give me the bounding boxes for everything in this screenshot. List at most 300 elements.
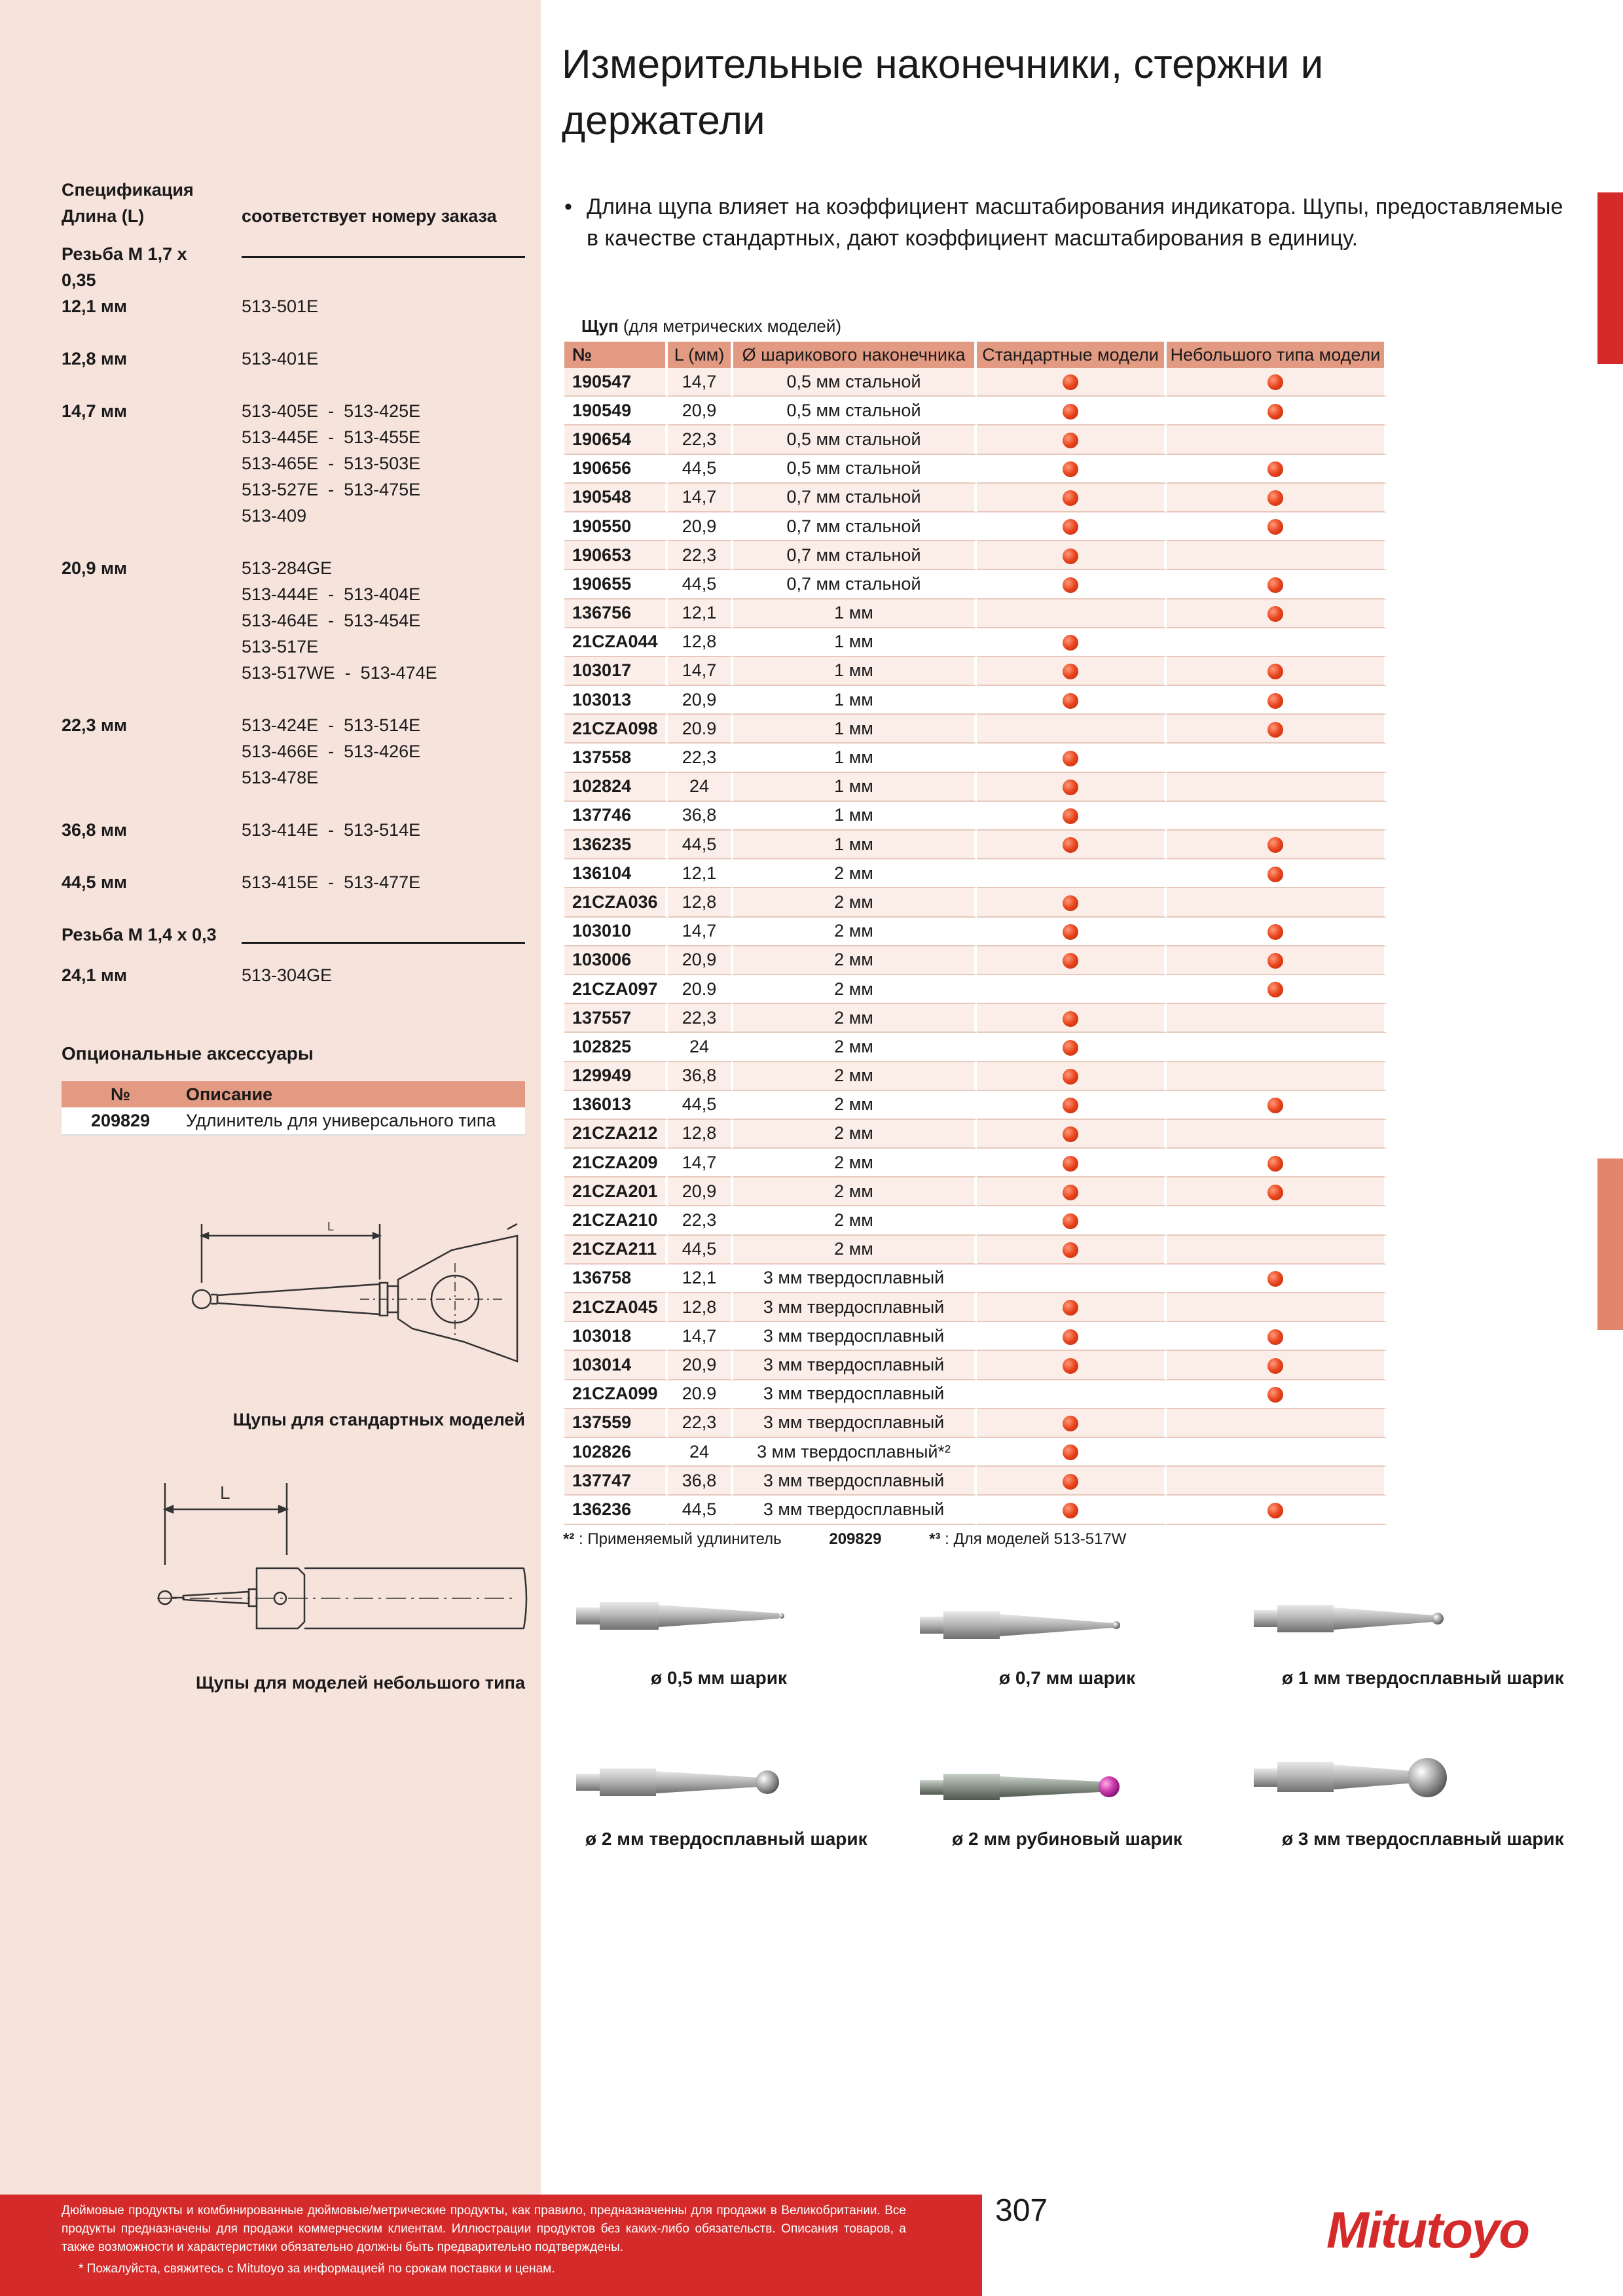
availability-dot: [1063, 1300, 1078, 1316]
spec-group: [62, 398, 525, 529]
probe-tip: 1 мм: [733, 628, 977, 657]
probe-standard-cell: [977, 802, 1167, 831]
table-notes: [563, 1530, 1213, 1549]
probe-standard-cell: [977, 715, 1167, 744]
spec-group: [62, 817, 525, 843]
probe-tip: 3 мм твердосплавный*²: [733, 1438, 977, 1467]
probe-small-cell: [1167, 715, 1387, 744]
probe-tip: 2 мм: [733, 1004, 977, 1033]
availability-dot: [1267, 982, 1283, 997]
probe-standard-cell: [977, 1206, 1167, 1235]
probe-tip: 2 мм: [733, 859, 977, 888]
probe-length: 22,3: [668, 1409, 733, 1438]
probe-standard-cell: [977, 831, 1167, 859]
probe-standard-cell: [977, 397, 1167, 425]
probe-no: 103013: [564, 686, 668, 715]
probe-length: 24: [668, 1033, 733, 1062]
thread-2-label: Резьба M 1,4 x 0,3: [62, 925, 217, 944]
probe-no: 21CZA098: [564, 715, 668, 744]
probe-tip: 1 мм: [733, 715, 977, 744]
spec-length: 24,1 мм: [62, 965, 127, 985]
probe-length: 12,1: [668, 859, 733, 888]
availability-dot: [1063, 519, 1078, 535]
table-row: [564, 1265, 1387, 1293]
spec-block: [62, 177, 525, 1014]
probe-table: [564, 342, 1387, 1525]
table-row: [564, 1293, 1387, 1322]
availability-dot: [1267, 867, 1283, 882]
probe-standard-cell: [977, 1496, 1167, 1524]
probe-length: 20,9: [668, 397, 733, 425]
accessories-title: Опциональные аксессуары: [62, 1043, 314, 1064]
probe-standard-cell: [977, 1149, 1167, 1177]
product-caption-2: ø 0,7 мм шарик: [998, 1668, 1136, 1688]
thread-2-divider: [242, 927, 525, 944]
col-small: Небольшого типа модели: [1167, 342, 1387, 368]
page-title: Измерительные наконечники, стержни и держатели: [562, 42, 1324, 143]
probe-length: 44,5: [668, 570, 733, 599]
probe-standard-cell: [977, 1380, 1167, 1409]
table-row: [564, 512, 1387, 541]
spec-groups-2: [62, 962, 525, 988]
product-caption-3: ø 1 мм твердосплавный шарик: [1282, 1668, 1564, 1688]
probe-standard-cell: [977, 888, 1167, 917]
probe-tip: 2 мм: [733, 1236, 977, 1265]
probe-standard-cell: [977, 455, 1167, 484]
availability-dot: [1063, 1444, 1078, 1460]
probe-tip: 2 мм: [733, 1091, 977, 1120]
col-tip: Ø шарикового наконечника: [733, 342, 977, 368]
probe-length: 12,8: [668, 1293, 733, 1322]
probe-length: 12,1: [668, 1265, 733, 1293]
probe-length: 12,1: [668, 600, 733, 628]
spec-codes: [242, 869, 525, 895]
availability-dot: [1063, 1474, 1078, 1490]
probe-no: 21CZA097: [564, 975, 668, 1004]
probe-small-cell: [1167, 368, 1387, 397]
availability-dot: [1063, 374, 1078, 390]
probe-standard-cell: [977, 686, 1167, 715]
table-row: [564, 425, 1387, 454]
spec-length: 20,9 мм: [62, 558, 127, 578]
probe-no: 137746: [564, 802, 668, 831]
probe-no: 190547: [564, 368, 668, 397]
probe-small-cell: [1167, 541, 1387, 570]
probe-small-cell: [1167, 859, 1387, 888]
availability-dot: [1063, 1156, 1078, 1172]
probe-tip: 1 мм: [733, 802, 977, 831]
table-row: [564, 1467, 1387, 1496]
probe-standard-cell: [977, 1120, 1167, 1149]
spec-group: [62, 962, 525, 988]
availability-dot: [1063, 1040, 1078, 1056]
probe-no: 21CZA210: [564, 1206, 668, 1235]
availability-dot: [1063, 1011, 1078, 1027]
probe-standard-cell: [977, 1033, 1167, 1062]
probe-small-cell: [1167, 1236, 1387, 1265]
section-tab-red: [1597, 192, 1623, 364]
probe-no: 137559: [564, 1409, 668, 1438]
thread-2-row: [62, 922, 525, 948]
probe-tip: 2 мм: [733, 1149, 977, 1177]
probe-photo-2-carbide: [576, 1768, 779, 1796]
table-row: [564, 600, 1387, 628]
availability-dot: [1063, 1213, 1078, 1229]
probe-tip: 0,5 мм стальной: [733, 397, 977, 425]
probe-small-cell: [1167, 1062, 1387, 1091]
standard-probe-diagram: [177, 1211, 530, 1374]
probe-standard-cell: [977, 1236, 1167, 1265]
spec-length: 36,8 мм: [62, 820, 127, 840]
spec-length: 44,5 мм: [62, 872, 127, 892]
availability-dot: [1063, 895, 1078, 911]
thread-1-divider: [242, 241, 525, 258]
probe-small-cell: [1167, 1293, 1387, 1322]
spec-code: 513-444E - 513-404E: [242, 584, 421, 604]
probe-small-cell: [1167, 570, 1387, 599]
table-row: [564, 831, 1387, 859]
probe-small-cell: [1167, 744, 1387, 772]
probe-no: 136235: [564, 831, 668, 859]
availability-dot: [1267, 664, 1283, 679]
availability-dot: [1063, 577, 1078, 593]
note-2-bold: 209829: [829, 1530, 882, 1548]
probe-no: 129949: [564, 1062, 668, 1091]
diagram2-caption: Щупы для моделей небольшого типа: [195, 1673, 525, 1693]
probe-standard-cell: [977, 541, 1167, 570]
probe-small-cell: [1167, 1265, 1387, 1293]
spec-code: 513-405E - 513-425E: [242, 401, 421, 421]
probe-photo-1: [1254, 1605, 1444, 1632]
availability-dot: [1267, 490, 1283, 506]
availability-dot: [1063, 1416, 1078, 1431]
probe-no: 190654: [564, 425, 668, 454]
probe-tip: 1 мм: [733, 744, 977, 772]
availability-dot: [1063, 924, 1078, 940]
probe-tip: 2 мм: [733, 975, 977, 1004]
probe-standard-cell: [977, 1062, 1167, 1091]
probe-tip: 2 мм: [733, 888, 977, 917]
probe-length: 20.9: [668, 1380, 733, 1409]
section-tab-salmon: [1597, 1158, 1623, 1330]
probe-small-cell: [1167, 455, 1387, 484]
probe-small-cell: [1167, 946, 1387, 975]
spec-title: Спецификация: [62, 180, 194, 200]
availability-dot: [1063, 548, 1078, 564]
note-3: [929, 1530, 1169, 1548]
probe-small-cell: [1167, 802, 1387, 831]
probe-small-cell: [1167, 1149, 1387, 1177]
availability-dot: [1063, 1185, 1078, 1200]
availability-dot: [1063, 1126, 1078, 1142]
probe-small-cell: [1167, 425, 1387, 454]
probe-tip: 0,7 мм стальной: [733, 512, 977, 541]
availability-dot: [1267, 693, 1283, 709]
note-2: [563, 1530, 881, 1548]
table-row: [62, 1107, 525, 1135]
probe-tip: 2 мм: [733, 1033, 977, 1062]
probe-length: 44,5: [668, 1091, 733, 1120]
spec-code: 513-464E - 513-454E: [242, 611, 421, 630]
probe-small-cell: [1167, 628, 1387, 657]
table-row: [564, 975, 1387, 1004]
probe-length: 20,9: [668, 512, 733, 541]
probe-small-cell: [1167, 1033, 1387, 1062]
probe-small-cell: [1167, 657, 1387, 686]
probe-no: 102825: [564, 1033, 668, 1062]
spec-code: 513-517E: [242, 637, 319, 656]
probe-tip: 1 мм: [733, 600, 977, 628]
availability-dot: [1267, 1185, 1283, 1200]
probe-standard-cell: [977, 1091, 1167, 1120]
probe-standard-cell: [977, 744, 1167, 772]
probe-tip: 2 мм: [733, 1206, 977, 1235]
table-row: [564, 946, 1387, 975]
probe-standard-cell: [977, 1438, 1167, 1467]
availability-dot: [1063, 1329, 1078, 1345]
table-row: [564, 1322, 1387, 1351]
availability-dot: [1267, 924, 1283, 940]
diagram1-caption: Щупы для стандартных моделей: [232, 1410, 525, 1429]
probe-no: 190656: [564, 455, 668, 484]
availability-dot: [1267, 374, 1283, 390]
spec-code: 513-409: [242, 506, 307, 526]
availability-dot: [1267, 606, 1283, 622]
availability-dot: [1063, 751, 1078, 766]
probe-no: 102824: [564, 773, 668, 802]
spec-code: 513-501E: [242, 296, 319, 316]
spec-codes: [242, 346, 525, 372]
probe-standard-cell: [977, 425, 1167, 454]
probe-no: 21CZA201: [564, 1177, 668, 1206]
probe-no: 21CZA045: [564, 1293, 668, 1322]
table-row: [564, 1120, 1387, 1149]
probe-no: 21CZA099: [564, 1380, 668, 1409]
probe-length: 44,5: [668, 831, 733, 859]
probe-tip: 2 мм: [733, 946, 977, 975]
availability-dot: [1267, 1329, 1283, 1345]
table-row: [564, 802, 1387, 831]
footer-disclaimer: Дюймовые продукты и комбинированные дюймовые/метрические продукты, как правило, предназначенны для продажи в Великобритании. Все продукты предназначены для продажи коммерческим клиентам. Иллюстрации продуктов без каких-либо обязательств. Описания товаров, а также возможности и характеристики обязательно должны быть предварительно подтверждены.: [62, 2204, 906, 2254]
product-caption-5: ø 2 мм рубиновый шарик: [952, 1829, 1182, 1849]
probe-standard-cell: [977, 773, 1167, 802]
probe-length: 36,8: [668, 1467, 733, 1496]
probe-tip: 3 мм твердосплавный: [733, 1467, 977, 1496]
table-row: [564, 368, 1387, 397]
availability-dot: [1267, 1156, 1283, 1172]
availability-dot: [1063, 664, 1078, 679]
acc-desc: Удлинитель для универсального типа: [179, 1107, 525, 1135]
table-row: [564, 1236, 1387, 1265]
probe-table-caption: [581, 316, 841, 336]
table-row: [564, 1409, 1387, 1438]
probe-small-cell: [1167, 1004, 1387, 1033]
probe-length: 44,5: [668, 1236, 733, 1265]
availability-dot: [1063, 461, 1078, 477]
probe-small-cell: [1167, 1206, 1387, 1235]
probe-length: 12,8: [668, 888, 733, 917]
probe-standard-cell: [977, 368, 1167, 397]
probe-length: 14,7: [668, 1322, 733, 1351]
spec-length: 12,1 мм: [62, 296, 127, 316]
availability-dot: [1063, 490, 1078, 506]
probe-tip: 1 мм: [733, 773, 977, 802]
probe-no: 190548: [564, 484, 668, 512]
probe-standard-cell: [977, 570, 1167, 599]
probe-tip: 2 мм: [733, 918, 977, 946]
probe-no: 190550: [564, 512, 668, 541]
probe-standard-cell: [977, 1293, 1167, 1322]
table-row: [564, 1062, 1387, 1091]
table-row: [564, 888, 1387, 917]
probe-length: 14,7: [668, 657, 733, 686]
probe-standard-cell: [977, 859, 1167, 888]
probe-length: 22,3: [668, 425, 733, 454]
table-row: [564, 1177, 1387, 1206]
table-row: [564, 397, 1387, 425]
probe-no: 21CZA211: [564, 1236, 668, 1265]
availability-dot: [1267, 1098, 1283, 1113]
table-row: [564, 484, 1387, 512]
probe-length: 22,3: [668, 1206, 733, 1235]
spec-col-length: Длина (L): [62, 206, 145, 226]
probe-small-cell: [1167, 600, 1387, 628]
probe-small-cell: [1167, 831, 1387, 859]
product-caption-1: ø 0,5 мм шарик: [650, 1668, 788, 1688]
probe-no: 190549: [564, 397, 668, 425]
probe-standard-cell: [977, 1177, 1167, 1206]
probe-standard-cell: [977, 946, 1167, 975]
table-row: [564, 1206, 1387, 1235]
table-row: [564, 1380, 1387, 1409]
probe-length: 36,8: [668, 1062, 733, 1091]
spec-codes: [242, 555, 525, 686]
probe-small-cell: [1167, 512, 1387, 541]
probe-tip: 0,7 мм стальной: [733, 484, 977, 512]
probe-no: 21CZA044: [564, 628, 668, 657]
availability-dot: [1063, 404, 1078, 420]
probe-tip: 0,7 мм стальной: [733, 541, 977, 570]
probe-length: 44,5: [668, 1496, 733, 1524]
spec-codes: [242, 712, 525, 791]
availability-dot: [1063, 635, 1078, 651]
probe-no: 137558: [564, 744, 668, 772]
acc-col-no: №: [62, 1081, 179, 1107]
spec-code: 513-424E - 513-514E: [242, 715, 421, 735]
probe-length: 14,7: [668, 484, 733, 512]
probe-no: 103014: [564, 1351, 668, 1380]
probe-small-cell: [1167, 397, 1387, 425]
availability-dot: [1063, 780, 1078, 795]
availability-dot: [1063, 1503, 1078, 1518]
spec-col-order: соответствует номеру заказа: [242, 206, 497, 226]
availability-dot: [1267, 1271, 1283, 1287]
probe-standard-cell: [977, 628, 1167, 657]
spec-code: 513-466E - 513-426E: [242, 742, 421, 761]
availability-dot: [1267, 404, 1283, 420]
note-2-mark: *²: [563, 1530, 575, 1548]
spec-code: 513-304GE: [242, 965, 333, 985]
probe-no: 137747: [564, 1467, 668, 1496]
probe-small-cell: [1167, 773, 1387, 802]
availability-dot: [1063, 1242, 1078, 1258]
table-row: [564, 1149, 1387, 1177]
spec-code: 513-465E - 513-503E: [242, 454, 421, 473]
spec-code: 513-401E: [242, 349, 319, 368]
table-row: [564, 1351, 1387, 1380]
probe-standard-cell: [977, 1322, 1167, 1351]
table-row: [564, 859, 1387, 888]
probe-no: 136236: [564, 1496, 668, 1524]
spec-codes: [242, 817, 525, 843]
probe-small-cell: [1167, 1322, 1387, 1351]
availability-dot: [1063, 1069, 1078, 1085]
product-caption-4: ø 2 мм твердосплавный шарик: [585, 1829, 867, 1849]
probe-tip: 1 мм: [733, 831, 977, 859]
acc-no: 209829: [62, 1107, 179, 1135]
probe-length: 20.9: [668, 975, 733, 1004]
availability-dot: [1063, 808, 1078, 824]
availability-dot: [1063, 1358, 1078, 1374]
probe-length: 20.9: [668, 715, 733, 744]
table-row: [564, 744, 1387, 772]
probe-length: 12,8: [668, 628, 733, 657]
probe-photo-2-ruby: [920, 1774, 1120, 1800]
spec-groups-1: [62, 293, 525, 895]
spec-group: [62, 712, 525, 791]
probe-no: 103010: [564, 918, 668, 946]
dim-label-L-1: L: [327, 1220, 335, 1233]
probe-tip: 3 мм твердосплавный: [733, 1351, 977, 1380]
availability-dot: [1267, 519, 1283, 535]
note-3-mark: *³: [929, 1530, 941, 1548]
probe-standard-cell: [977, 1351, 1167, 1380]
small-probe-diagram: [144, 1477, 530, 1647]
probe-length: 20,9: [668, 1177, 733, 1206]
spec-codes: [242, 398, 525, 529]
availability-dot: [1267, 1387, 1283, 1403]
acc-col-desc: Описание: [179, 1081, 525, 1107]
probe-length: 14,7: [668, 1149, 733, 1177]
spec-codes: [242, 293, 525, 319]
probe-tip: 0,7 мм стальной: [733, 570, 977, 599]
table-row: [564, 541, 1387, 570]
table-row: [564, 1438, 1387, 1467]
spec-code: 513-517WE - 513-474E: [242, 663, 437, 683]
availability-dot: [1267, 577, 1283, 593]
probe-tip: 3 мм твердосплавный: [733, 1322, 977, 1351]
probe-standard-cell: [977, 484, 1167, 512]
probe-no: 103017: [564, 657, 668, 686]
probe-tip: 0,5 мм стальной: [733, 425, 977, 454]
bullet-mark: •: [564, 194, 572, 219]
probe-photo-3-carbide: [1254, 1758, 1447, 1797]
product-photos: [563, 1584, 1571, 1839]
note-2-text: : Применяемый удлинитель: [574, 1530, 786, 1548]
table-row: [564, 657, 1387, 686]
probe-tip: 2 мм: [733, 1177, 977, 1206]
availability-dot: [1267, 461, 1283, 477]
probe-tip: 1 мм: [733, 686, 977, 715]
spec-codes: [242, 962, 525, 988]
probe-no: 103006: [564, 946, 668, 975]
availability-dot: [1063, 1098, 1078, 1113]
probe-no: 21CZA212: [564, 1120, 668, 1149]
spec-code: 513-478E: [242, 768, 319, 787]
spec-code: 513-527E - 513-475E: [242, 480, 421, 499]
availability-dot: [1063, 433, 1078, 448]
page-number: 307: [995, 2193, 1048, 2228]
